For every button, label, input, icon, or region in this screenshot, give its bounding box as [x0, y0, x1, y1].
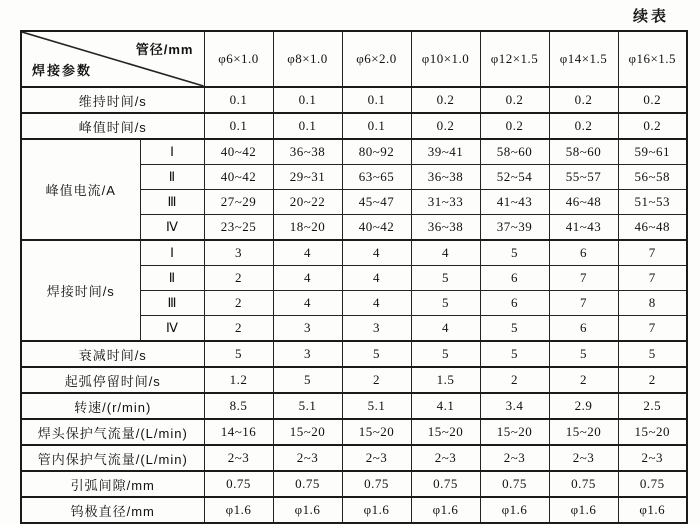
- table-cell: 0.75: [411, 471, 480, 497]
- table-cell: 31~33: [411, 190, 480, 215]
- level-label: Ⅳ: [140, 215, 204, 241]
- table-row: [21, 240, 687, 266]
- table-cell: 7: [618, 266, 687, 291]
- table-cell: 5: [411, 266, 480, 291]
- table-cell: 4.1: [411, 393, 480, 419]
- column-header: φ6×2.0: [342, 31, 411, 87]
- diagonal-corner-cell: [21, 31, 204, 87]
- table-cell: 0.2: [411, 87, 480, 113]
- table-cell: 52~54: [480, 165, 549, 190]
- row-label: 管内保护气流量/(L/min): [21, 445, 204, 471]
- welding-parameters-table: [20, 30, 688, 524]
- table-cell: 0.2: [480, 113, 549, 139]
- table-cell: 27~29: [204, 190, 273, 215]
- table-cell: 1.2: [204, 367, 273, 393]
- table-cell: 40~42: [204, 165, 273, 190]
- table-cell: 2~3: [480, 445, 549, 471]
- table-cell: 8.5: [204, 393, 273, 419]
- table-cell: 6: [480, 291, 549, 316]
- table-row: [21, 471, 687, 497]
- table-row: [21, 139, 687, 165]
- column-header: φ14×1.5: [549, 31, 618, 87]
- table-cell: 15~20: [549, 419, 618, 445]
- table-cell: 5.1: [273, 393, 342, 419]
- table-cell: 4: [411, 316, 480, 342]
- column-header: φ12×1.5: [480, 31, 549, 87]
- table-row: [21, 341, 687, 367]
- corner-label-welding-parameter: 焊接参数: [32, 63, 93, 78]
- table-cell: φ1.6: [549, 497, 618, 523]
- table-cell: 3.4: [480, 393, 549, 419]
- table-cell: 4: [273, 291, 342, 316]
- table-cell: 2~3: [204, 445, 273, 471]
- table-cell: 5: [411, 341, 480, 367]
- table-cell: 5: [204, 341, 273, 367]
- table-cell: 2: [204, 266, 273, 291]
- table-cell: 14~16: [204, 419, 273, 445]
- table-cell: 0.75: [618, 471, 687, 497]
- corner-label-pipe-diameter: 管径/mm: [135, 42, 194, 57]
- table-cell: 36~38: [411, 165, 480, 190]
- table-cell: 0.1: [204, 113, 273, 139]
- table-cell: 0.2: [411, 113, 480, 139]
- table-cell: 4: [342, 266, 411, 291]
- table-cell: 2~3: [342, 445, 411, 471]
- table-cell: 3: [342, 316, 411, 342]
- row-label: 衰减时间/s: [21, 341, 204, 367]
- table-cell: 39~41: [411, 139, 480, 165]
- table-cell: 0.1: [204, 87, 273, 113]
- level-label: Ⅲ: [140, 190, 204, 215]
- table-cell: 2~3: [411, 445, 480, 471]
- table-cell: 5: [618, 341, 687, 367]
- table-row: [21, 87, 687, 113]
- table-cell: 5: [273, 367, 342, 393]
- level-label: Ⅱ: [140, 165, 204, 190]
- table-cell: 0.75: [273, 471, 342, 497]
- level-label: Ⅳ: [140, 316, 204, 342]
- table-cell: 6: [549, 240, 618, 266]
- table-cell: 80~92: [342, 139, 411, 165]
- table-cell: 5: [549, 341, 618, 367]
- table-cell: 4: [273, 240, 342, 266]
- table-cell: 18~20: [273, 215, 342, 241]
- table-cell: 0.75: [549, 471, 618, 497]
- table-cell: 2: [549, 367, 618, 393]
- table-cell: 29~31: [273, 165, 342, 190]
- column-header: φ16×1.5: [618, 31, 687, 87]
- table-cell: 36~38: [273, 139, 342, 165]
- table-cell: 5: [480, 316, 549, 342]
- table-cell: 40~42: [204, 139, 273, 165]
- row-label: 转速/(r/min): [21, 393, 204, 419]
- table-cell: 0.2: [549, 87, 618, 113]
- level-label: Ⅰ: [140, 139, 204, 165]
- table-cell: 3: [273, 316, 342, 342]
- table-cell: 7: [618, 316, 687, 342]
- table-cell: 0.75: [480, 471, 549, 497]
- table-row: [21, 113, 687, 139]
- table-cell: 37~39: [480, 215, 549, 241]
- table-cell: 5.1: [342, 393, 411, 419]
- table-cell: 51~53: [618, 190, 687, 215]
- table-cell: 7: [549, 266, 618, 291]
- table-cell: 59~61: [618, 139, 687, 165]
- table-row: [21, 367, 687, 393]
- row-label: 峰值电流/A: [21, 139, 140, 240]
- table-row: [21, 419, 687, 445]
- table-cell: 15~20: [618, 419, 687, 445]
- table-cell: φ1.6: [342, 497, 411, 523]
- table-cell: 15~20: [480, 419, 549, 445]
- table-cell: 40~42: [342, 215, 411, 241]
- table-cell: φ1.6: [618, 497, 687, 523]
- table-cell: 41~43: [549, 215, 618, 241]
- table-cell: 5: [480, 240, 549, 266]
- table-cell: 7: [549, 291, 618, 316]
- table-cell: φ1.6: [273, 497, 342, 523]
- table-cell: 4: [342, 291, 411, 316]
- row-label: 钨极直径/mm: [21, 497, 204, 523]
- table-header-row: [21, 31, 687, 87]
- table-cell: 56~58: [618, 165, 687, 190]
- table-cell: 0.2: [480, 87, 549, 113]
- row-label: 起弧停留时间/s: [21, 367, 204, 393]
- table-cell: 2.9: [549, 393, 618, 419]
- table-cell: 6: [549, 316, 618, 342]
- table-cell: 23~25: [204, 215, 273, 241]
- table-cell: 7: [618, 240, 687, 266]
- table-cell: 0.1: [342, 87, 411, 113]
- table-cell: 0.75: [342, 471, 411, 497]
- table-cell: 3: [204, 240, 273, 266]
- column-header: φ6×1.0: [204, 31, 273, 87]
- table-cell: 4: [342, 240, 411, 266]
- table-cell: 3: [273, 341, 342, 367]
- column-header: φ8×1.0: [273, 31, 342, 87]
- table-cell: 15~20: [411, 419, 480, 445]
- column-header: φ10×1.0: [411, 31, 480, 87]
- table-cell: 2~3: [273, 445, 342, 471]
- level-label: Ⅲ: [140, 291, 204, 316]
- table-cell: 6: [480, 266, 549, 291]
- table-cell: 5: [342, 341, 411, 367]
- table-cell: 45~47: [342, 190, 411, 215]
- row-label: 焊头保护气流量/(L/min): [21, 419, 204, 445]
- table-cell: 0.2: [618, 87, 687, 113]
- row-label: 引弧间隙/mm: [21, 471, 204, 497]
- table-row: [21, 393, 687, 419]
- table-cell: 0.75: [204, 471, 273, 497]
- table-cell: 5: [480, 341, 549, 367]
- table-cell: 2: [618, 367, 687, 393]
- table-cell: 2: [342, 367, 411, 393]
- row-label: 维持时间/s: [21, 87, 204, 113]
- table-cell: 15~20: [273, 419, 342, 445]
- table-cell: 46~48: [549, 190, 618, 215]
- level-label: Ⅰ: [140, 240, 204, 266]
- table-cell: 63~65: [342, 165, 411, 190]
- table-cell: 2.5: [618, 393, 687, 419]
- table-cell: 15~20: [342, 419, 411, 445]
- table-cell: 5: [411, 291, 480, 316]
- table-cell: 58~60: [480, 139, 549, 165]
- table-row: [21, 497, 687, 523]
- table-cell: 2: [204, 291, 273, 316]
- table-cell: 4: [273, 266, 342, 291]
- table-cell: φ1.6: [480, 497, 549, 523]
- table-cell: 1.5: [411, 367, 480, 393]
- table-cell: 41~43: [480, 190, 549, 215]
- table-cell: 20~22: [273, 190, 342, 215]
- level-label: Ⅱ: [140, 266, 204, 291]
- table-cell: 4: [411, 240, 480, 266]
- table-cell: 46~48: [618, 215, 687, 241]
- table-cell: 2: [480, 367, 549, 393]
- table-cell: 0.2: [618, 113, 687, 139]
- table-cell: 0.1: [273, 113, 342, 139]
- table-cell: 0.1: [342, 113, 411, 139]
- table-cell: 58~60: [549, 139, 618, 165]
- table-cell: 55~57: [549, 165, 618, 190]
- table-cell: 2~3: [549, 445, 618, 471]
- row-label: 峰值时间/s: [21, 113, 204, 139]
- table-cell: 2: [204, 316, 273, 342]
- row-label: 焊接时间/s: [21, 240, 140, 341]
- table-cell: 0.2: [549, 113, 618, 139]
- continued-table-label: 续表: [632, 8, 669, 25]
- table-cell: 8: [618, 291, 687, 316]
- table-cell: φ1.6: [411, 497, 480, 523]
- table-cell: φ1.6: [204, 497, 273, 523]
- table-cell: 0.1: [273, 87, 342, 113]
- table-cell: 36~38: [411, 215, 480, 241]
- table-body: [21, 87, 687, 523]
- table-cell: 2~3: [618, 445, 687, 471]
- table-row: [21, 445, 687, 471]
